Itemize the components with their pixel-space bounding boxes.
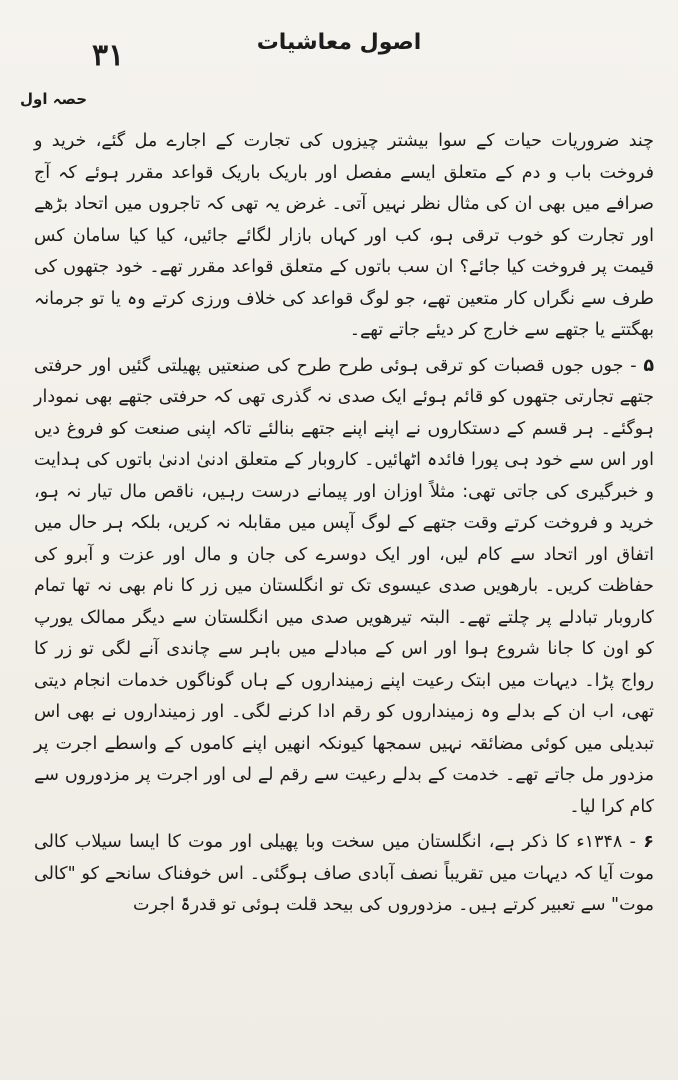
section-label: حصہ اول	[20, 90, 88, 108]
paragraph-number: ۵	[643, 355, 654, 376]
page-number: ۳۱	[92, 38, 125, 73]
paragraph	[34, 126, 654, 347]
paragraph-text: ۱۳۴۸ء کا ذکر ہے، انگلستان میں سخت وبا پھیلی اور موت کا ایسا سیلاب کالی موت آیا کہ دیہات میں تقریباً نصف آبادی صاف ہوگئی۔ اس خوفناک سانحے کو "کالی موت" سے تعبیر کرتے ہیں۔ مزدوروں کی بیحد قلت ہوئی تو قدرۃً اجرت	[34, 832, 654, 915]
paragraph-number-dash: -	[630, 355, 637, 376]
paragraph	[34, 351, 654, 824]
body-text	[34, 126, 654, 922]
paragraph-number: ۶	[643, 832, 654, 852]
running-title: اصول معاشیات	[256, 30, 422, 55]
paragraph	[34, 827, 654, 922]
paragraph-number-dash: -	[629, 832, 636, 852]
paragraph-text: جوں جوں قصبات کو ترقی ہوئی طرح طرح کی صنعتیں پھیلتی گئیں اور حرفتی جتھے تجارتی جتھوں کو قائم ہوئے ایک صدی نہ گذری تھی کہ حرفتی جتھے بھی نمودار ہوگئے۔ ہر قسم کے دستکاروں نے اپنے اپنے جتھے بنالئے تاکہ اپنی صنعت کو فروغ دیں اور اس سے خود ہی پورا فائدہ اٹھائیں۔ کاروبار کے متعلق ادنیٰ ادنیٰ باتوں کی ہدایت و خبرگیری کی جاتی تھی: مثلاً اوزان اور پیمانے درست رہیں، ناقص مال تیار نہ ہو، خرید و فروخت کرتے وقت جتھے کے لوگ آپس میں مقابلہ نہ کریں، بلکہ ہر حال میں اتفاق اور اتحاد سے کام لیں، اور ایک دوسرے کی جان و مال اور عزت و آبرو کی حفاظت کریں۔ بارھویں صدی عیسوی تک تو انگلستان میں زر کا نام بھی نہ تھا تمام کاروبار تبادلے پر چلتے تھے۔ البتہ تیرھویں صدی میں انگلستان سے دیگر ممالک یورپ کو اون کا جانا شروع ہوا اور اس کے مبادلے میں باہر سے چاندی آنے لگی تو زر کا رواج پڑا۔ دیہات میں ابتک رعیت اپنے زمینداروں کے ہاں گوناگوں خدمات انجام دیتی تھی، اب ان کے بدلے وہ زمینداروں کو رقم ادا کرنے لگی۔ اور زمینداروں نے بھی اس تبدیلی میں کوئی مضائقہ نہیں سمجھا کیونکہ انھیں اپنے کاموں کے واسطے اجرت پر مزدور مل جاتے تھے۔ خدمت کے بدلے رعیت سے رقم لے لی اور اجرت پر مزدوروں سے کام کرا لیا۔	[34, 355, 654, 817]
paragraph-text: چند ضروریات حیات کے سوا بیشتر چیزوں کی تجارت کے اجارے مل گئے، خرید و فروخت باب و دم کے متعلق ایسے مفصل اور باریک باریک قواعد مقرر ہوئے کہ آج صرافے میں بھی ان کی مثال نظر نہیں آتی۔ غرض یہ تھی کہ تاجروں میں اتحاد بڑھے اور تجارت کو خوب ترقی ہو، کب اور کہاں بازار لگائے جائیں، کیا کیا سامان کس قیمت پر فروخت کیا جائے؟ ان سب باتوں کے متعلق قواعد مقرر تھے۔ خود جتھوں کی طرف سے نگراں کار متعین تھے، جو لوگ قواعد کی خلاف ورزی کرتے وہ یا تو جرمانہ بھگتتے یا جتھے سے خارج کر دیئے جاتے تھے۔	[34, 131, 654, 340]
